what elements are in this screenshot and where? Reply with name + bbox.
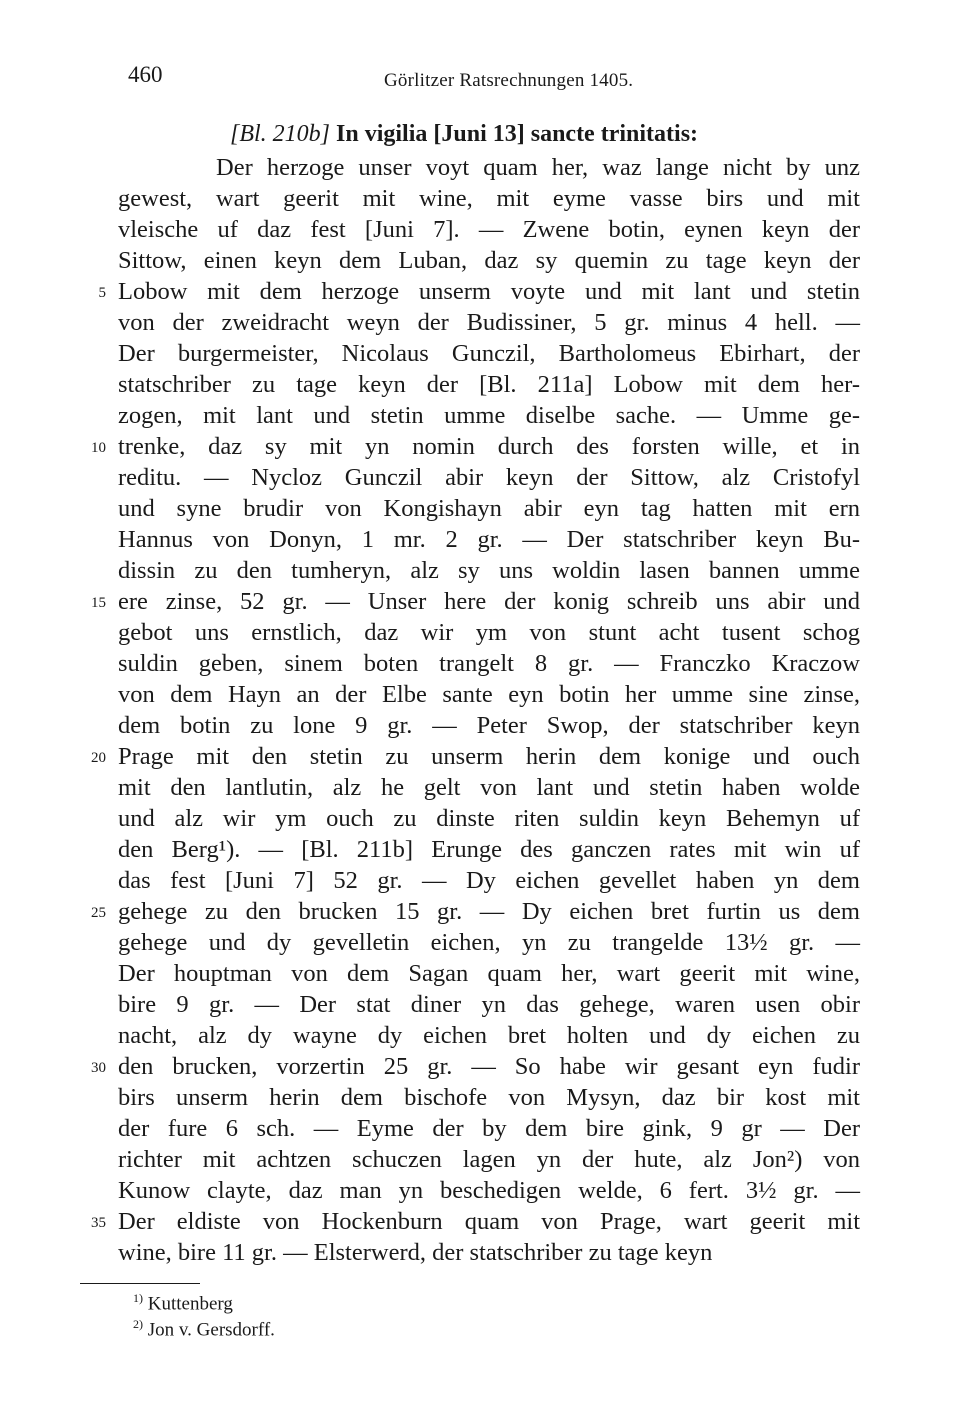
text-line: das fest [Juni 7] 52 gr. — Dy eichen gevellet haben yn dem [118,867,860,894]
text-line: den Berg¹). — [Bl. 211b] Erunge des ganczen rates mit win uf [118,836,860,863]
text-line: birs unserm herin dem bischofe von Mysyn, daz bir kost mit [118,1084,860,1111]
line-number: 5 [98,285,106,301]
text-line: Kunow clayte, daz man yn beschedigen welde, 6 fert. 3½ gr. — [118,1177,860,1204]
footnote-rule [80,1283,200,1284]
text-line: gewest, wart geerit mit wine, mit eyme vasse birs und mit [118,185,860,212]
text-line: statschriber zu tage keyn der [Bl. 211a] Lobow mit dem her- [118,371,860,398]
text-line: dem botin zu lone 9 gr. — Peter Swop, der statschriber keyn [118,712,860,739]
text-line: ere zinse, 52 gr. — Unser here der konig schreib uns abir und [118,588,860,615]
line-number: 25 [91,905,106,921]
line-number: 10 [91,440,106,456]
text-line: Der eldiste von Hockenburn quam von Prage, wart geerit mit [118,1208,860,1235]
text-line: Der herzoge unser voyt quam her, waz lange nicht by unz [216,154,860,181]
text-line: Sittow, einen keyn dem Luban, daz sy quemin zu tage keyn der [118,247,860,274]
text-line: reditu. — Nycloz Gunczil abir keyn der Sittow, alz Cristofyl [118,464,860,491]
text-line: gebot uns ernstlich, daz wir ym von stunt acht tusent schog [118,619,860,646]
running-head: Görlitzer Ratsrechnungen 1405. [384,70,634,91]
footnote-marker: 1) [133,1291,143,1305]
text-line: und alz wir ym ouch zu dinste riten suldin keyn Behemyn uf [118,805,860,832]
footnote-text: Jon v. Gersdorff. [147,1319,275,1341]
footnote-1 [133,1291,233,1315]
text-line: von der zweidracht weyn der Budissiner, 5 gr. minus 4 hell. — [118,309,860,336]
text-line: Prage mit den stetin zu unserm herin dem konige und ouch [118,743,860,770]
text-line: den brucken, vorzertin 25 gr. — So habe wir gesant eyn fudir [118,1053,860,1080]
text-line: gehege zu den brucken 15 gr. — Dy eichen bret furtin us dem [118,898,860,925]
text-line: wine, bire 11 gr. — Elsterwerd, der statschriber zu tage keyn [118,1239,713,1266]
line-number: 30 [91,1060,106,1076]
line-number: 20 [91,750,106,766]
footnote-text: Kuttenberg [147,1293,233,1315]
text-line: zogen, mit lant und stetin umme diselbe sache. — Umme ge- [118,402,860,429]
heading-text: In vigilia [Juni 13] sancte trinitatis: [336,121,699,147]
footnote-2 [133,1317,275,1341]
text-line: dissin zu den tumheryn, alz sy uns woldin lasen bannen umme [118,557,860,584]
text-line: Hannus von Donyn, 1 mr. 2 gr. — Der statschriber keyn Bu- [118,526,860,553]
text-line: Der burgermeister, Nicolaus Gunczil, Bartholomeus Ebirhart, der [118,340,860,367]
text-line: suldin geben, sinem boten trangelt 8 gr. — Franczko Kraczow [118,650,860,677]
text-line: der fure 6 sch. — Eyme der by dem bire gink, 9 gr — Der [118,1115,860,1142]
text-line: gehege und dy gevelletin eichen, yn zu trangelde 13½ gr. — [118,929,860,956]
text-line: und syne brudir von Kongishayn abir eyn tag hatten mit ern [118,495,860,522]
text-line: von dem Hayn an der Elbe sante eyn botin her umme sine zinse, [118,681,860,708]
text-line: mit den lantlutin, alz he gelt von lant und stetin haben wolde [118,774,860,801]
text-line: bire 9 gr. — Der stat diner yn das gehege, waren usen obir [118,991,860,1018]
text-line: Lobow mit dem herzoge unserm voyte und mit lant und stetin [118,278,860,305]
line-number: 15 [91,595,106,611]
text-line: vleische uf daz fest [Juni 7]. — Zwene botin, eynen keyn der [118,216,860,243]
line-number: 35 [91,1215,106,1231]
text-line: richter mit achtzen schuczen lagen yn der hute, alz Jon²) von [118,1146,860,1173]
text-line: nacht, alz dy wayne dy eichen bret holten und dy eichen zu [118,1022,860,1049]
text-line: Der houptman von dem Sagan quam her, wart geerit mit wine, [118,960,860,987]
folio-reference: [Bl. 210b] [230,121,331,147]
page-number: 460 [128,62,163,87]
text-line: trenke, daz sy mit yn nomin durch des forsten wille, et in [118,433,860,460]
footnote-marker: 2) [133,1317,143,1331]
